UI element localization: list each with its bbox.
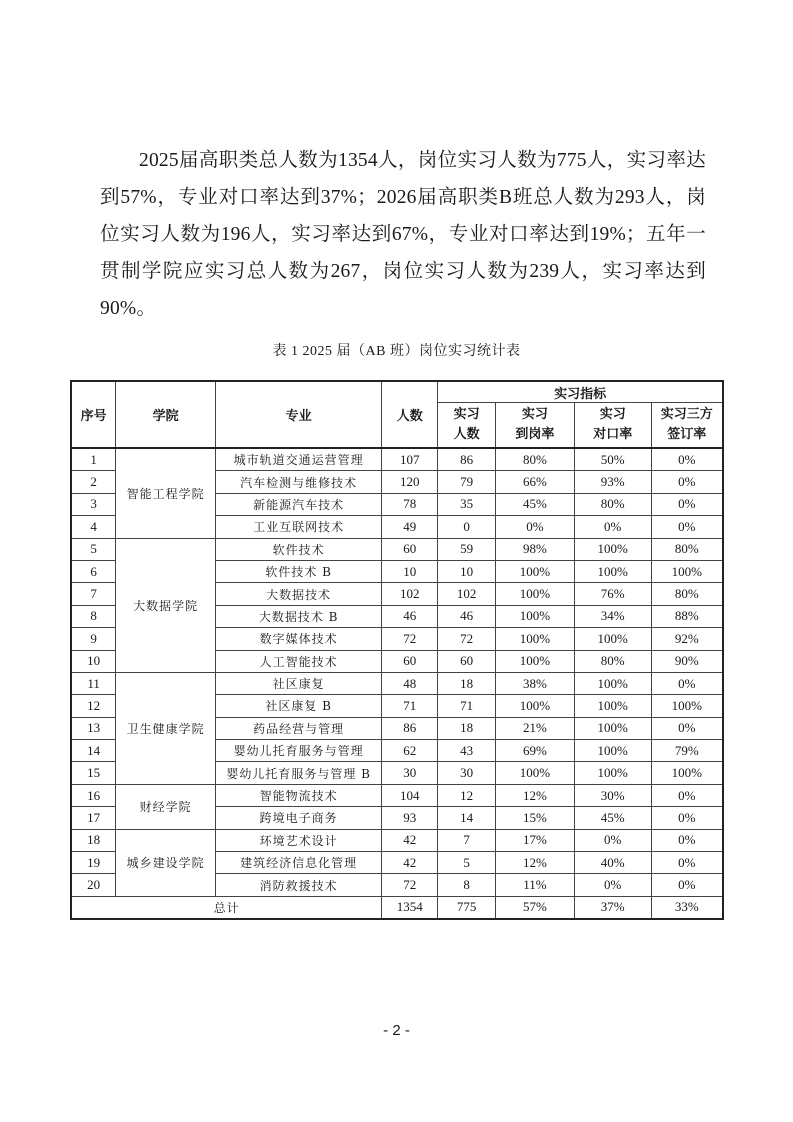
intern-count: 59 (438, 538, 496, 560)
header-count: 人数 (382, 381, 438, 448)
row-no: 13 (71, 717, 116, 739)
row-no: 20 (71, 874, 116, 896)
match-rate: 100% (574, 695, 651, 717)
contract-rate: 0% (651, 874, 723, 896)
major-name: 跨境电子商务 (215, 807, 381, 829)
intern-count: 8 (438, 874, 496, 896)
contract-rate: 100% (651, 695, 723, 717)
major-name: 城市轨道交通运营管理 (215, 448, 381, 471)
internship-stats-table (70, 380, 724, 920)
match-rate: 100% (574, 740, 651, 762)
match-rate: 93% (574, 471, 651, 493)
arrival-rate: 12% (496, 852, 575, 874)
student-count: 72 (382, 874, 438, 896)
contract-rate: 0% (651, 807, 723, 829)
student-count: 86 (382, 717, 438, 739)
major-name: 大数据技术 (215, 583, 381, 605)
match-rate: 100% (574, 672, 651, 694)
arrival-rate: 12% (496, 784, 575, 806)
major-name: 人工智能技术 (215, 650, 381, 672)
header-match-rate: 实习 对口率 (574, 403, 651, 449)
major-name: 新能源汽车技术 (215, 493, 381, 515)
header-indicators: 实习指标 (438, 381, 723, 403)
table-row (71, 538, 723, 560)
row-no: 15 (71, 762, 116, 784)
contract-rate: 0% (651, 852, 723, 874)
arrival-rate: 100% (496, 628, 575, 650)
row-no: 19 (71, 852, 116, 874)
header-arrival-rate: 实习 到岗率 (496, 403, 575, 449)
row-no: 5 (71, 538, 116, 560)
major-name: 软件技术 B (215, 560, 381, 582)
intern-count: 46 (438, 605, 496, 627)
intern-count: 72 (438, 628, 496, 650)
table-row (71, 672, 723, 694)
match-rate: 76% (574, 583, 651, 605)
total-row (71, 896, 723, 919)
header-major: 专业 (215, 381, 381, 448)
row-no: 2 (71, 471, 116, 493)
contract-rate: 100% (651, 560, 723, 582)
arrival-rate: 98% (496, 538, 575, 560)
major-name: 工业互联网技术 (215, 516, 381, 538)
row-no: 11 (71, 672, 116, 694)
student-count: 60 (382, 538, 438, 560)
table-row (71, 784, 723, 806)
table-row (71, 829, 723, 851)
student-count: 42 (382, 829, 438, 851)
header-intern-count: 实习 人数 (438, 403, 496, 449)
student-count: 49 (382, 516, 438, 538)
match-rate: 0% (574, 874, 651, 896)
major-name: 社区康复 B (215, 695, 381, 717)
intern-count: 30 (438, 762, 496, 784)
row-no: 16 (71, 784, 116, 806)
major-name: 环境艺术设计 (215, 829, 381, 851)
student-count: 72 (382, 628, 438, 650)
major-name: 社区康复 (215, 672, 381, 694)
major-name: 汽车检测与维修技术 (215, 471, 381, 493)
arrival-rate: 66% (496, 471, 575, 493)
row-no: 8 (71, 605, 116, 627)
intern-count: 12 (438, 784, 496, 806)
row-no: 12 (71, 695, 116, 717)
total-label: 总计 (71, 896, 382, 919)
header-college: 学院 (116, 381, 216, 448)
table-body (71, 448, 723, 896)
intern-count: 43 (438, 740, 496, 762)
major-name: 婴幼儿托育服务与管理 (215, 740, 381, 762)
contract-rate: 0% (651, 493, 723, 515)
row-no: 1 (71, 448, 116, 471)
match-rate: 50% (574, 448, 651, 471)
major-name: 智能物流技术 (215, 784, 381, 806)
row-no: 17 (71, 807, 116, 829)
student-count: 10 (382, 560, 438, 582)
student-count: 93 (382, 807, 438, 829)
intern-count: 102 (438, 583, 496, 605)
paragraph-text: 2025届高职类总人数为1354人，岗位实习人数为775人，实习率达到57%，专业对口率达到37%；2026届高职类B班总人数为293人，岗位实习人数为196人，实习率达到67%，专业对口率达到19%；五年一贯制学院应实习总人数为267，岗位实习人数为239人，实习率达到90%。 (100, 150, 706, 319)
student-count: 102 (382, 583, 438, 605)
arrival-rate: 0% (496, 516, 575, 538)
student-count: 48 (382, 672, 438, 694)
match-rate: 100% (574, 717, 651, 739)
intern-count: 35 (438, 493, 496, 515)
intro-paragraph (100, 142, 706, 327)
intern-count: 18 (438, 672, 496, 694)
match-rate: 100% (574, 560, 651, 582)
arrival-rate: 21% (496, 717, 575, 739)
student-count: 78 (382, 493, 438, 515)
match-rate: 34% (574, 605, 651, 627)
college-name: 卫生健康学院 (116, 672, 216, 784)
student-count: 104 (382, 784, 438, 806)
match-rate: 40% (574, 852, 651, 874)
arrival-rate: 100% (496, 583, 575, 605)
intern-count: 18 (438, 717, 496, 739)
contract-rate: 0% (651, 672, 723, 694)
student-count: 60 (382, 650, 438, 672)
contract-rate: 0% (651, 829, 723, 851)
row-no: 7 (71, 583, 116, 605)
table-row (71, 448, 723, 471)
row-no: 9 (71, 628, 116, 650)
row-no: 4 (71, 516, 116, 538)
match-rate: 80% (574, 650, 651, 672)
contract-rate: 0% (651, 784, 723, 806)
row-no: 10 (71, 650, 116, 672)
arrival-rate: 45% (496, 493, 575, 515)
student-count: 120 (382, 471, 438, 493)
row-no: 6 (71, 560, 116, 582)
match-rate: 0% (574, 829, 651, 851)
contract-rate: 0% (651, 717, 723, 739)
major-name: 消防救援技术 (215, 874, 381, 896)
major-name: 软件技术 (215, 538, 381, 560)
intern-count: 5 (438, 852, 496, 874)
arrival-rate: 100% (496, 605, 575, 627)
arrival-rate: 100% (496, 560, 575, 582)
page-number: - 2 - (383, 1022, 410, 1039)
contract-rate: 79% (651, 740, 723, 762)
intern-count: 79 (438, 471, 496, 493)
college-name: 智能工程学院 (116, 448, 216, 538)
match-rate: 100% (574, 538, 651, 560)
contract-rate: 0% (651, 471, 723, 493)
contract-rate: 88% (651, 605, 723, 627)
row-no: 18 (71, 829, 116, 851)
arrival-rate: 100% (496, 762, 575, 784)
row-no: 3 (71, 493, 116, 515)
intern-count: 60 (438, 650, 496, 672)
total-contract: 33% (651, 896, 723, 919)
total-match: 37% (574, 896, 651, 919)
student-count: 42 (382, 852, 438, 874)
contract-rate: 90% (651, 650, 723, 672)
major-name: 数字媒体技术 (215, 628, 381, 650)
college-name: 财经学院 (116, 784, 216, 829)
student-count: 71 (382, 695, 438, 717)
contract-rate: 0% (651, 516, 723, 538)
match-rate: 80% (574, 493, 651, 515)
match-rate: 0% (574, 516, 651, 538)
match-rate: 30% (574, 784, 651, 806)
major-name: 大数据技术 B (215, 605, 381, 627)
major-name: 建筑经济信息化管理 (215, 852, 381, 874)
header-no: 序号 (71, 381, 116, 448)
arrival-rate: 15% (496, 807, 575, 829)
header-contract-rate: 实习三方 签订率 (651, 403, 723, 449)
arrival-rate: 80% (496, 448, 575, 471)
contract-rate: 92% (651, 628, 723, 650)
student-count: 107 (382, 448, 438, 471)
match-rate: 100% (574, 628, 651, 650)
match-rate: 100% (574, 762, 651, 784)
major-name: 婴幼儿托育服务与管理 B (215, 762, 381, 784)
arrival-rate: 11% (496, 874, 575, 896)
total-intern: 775 (438, 896, 496, 919)
table-caption: 表 1 2025 届（AB 班）岗位实习统计表 (272, 344, 521, 359)
total-count: 1354 (382, 896, 438, 919)
arrival-rate: 17% (496, 829, 575, 851)
intern-count: 10 (438, 560, 496, 582)
arrival-rate: 100% (496, 695, 575, 717)
contract-rate: 80% (651, 583, 723, 605)
arrival-rate: 100% (496, 650, 575, 672)
intern-count: 7 (438, 829, 496, 851)
contract-rate: 100% (651, 762, 723, 784)
intern-count: 14 (438, 807, 496, 829)
intern-count: 71 (438, 695, 496, 717)
college-name: 城乡建设学院 (116, 829, 216, 896)
contract-rate: 0% (651, 448, 723, 471)
match-rate: 45% (574, 807, 651, 829)
intern-count: 86 (438, 448, 496, 471)
student-count: 46 (382, 605, 438, 627)
college-name: 大数据学院 (116, 538, 216, 672)
total-arrival: 57% (496, 896, 575, 919)
arrival-rate: 38% (496, 672, 575, 694)
student-count: 30 (382, 762, 438, 784)
intern-count: 0 (438, 516, 496, 538)
arrival-rate: 69% (496, 740, 575, 762)
contract-rate: 80% (651, 538, 723, 560)
major-name: 药品经营与管理 (215, 717, 381, 739)
student-count: 62 (382, 740, 438, 762)
row-no: 14 (71, 740, 116, 762)
